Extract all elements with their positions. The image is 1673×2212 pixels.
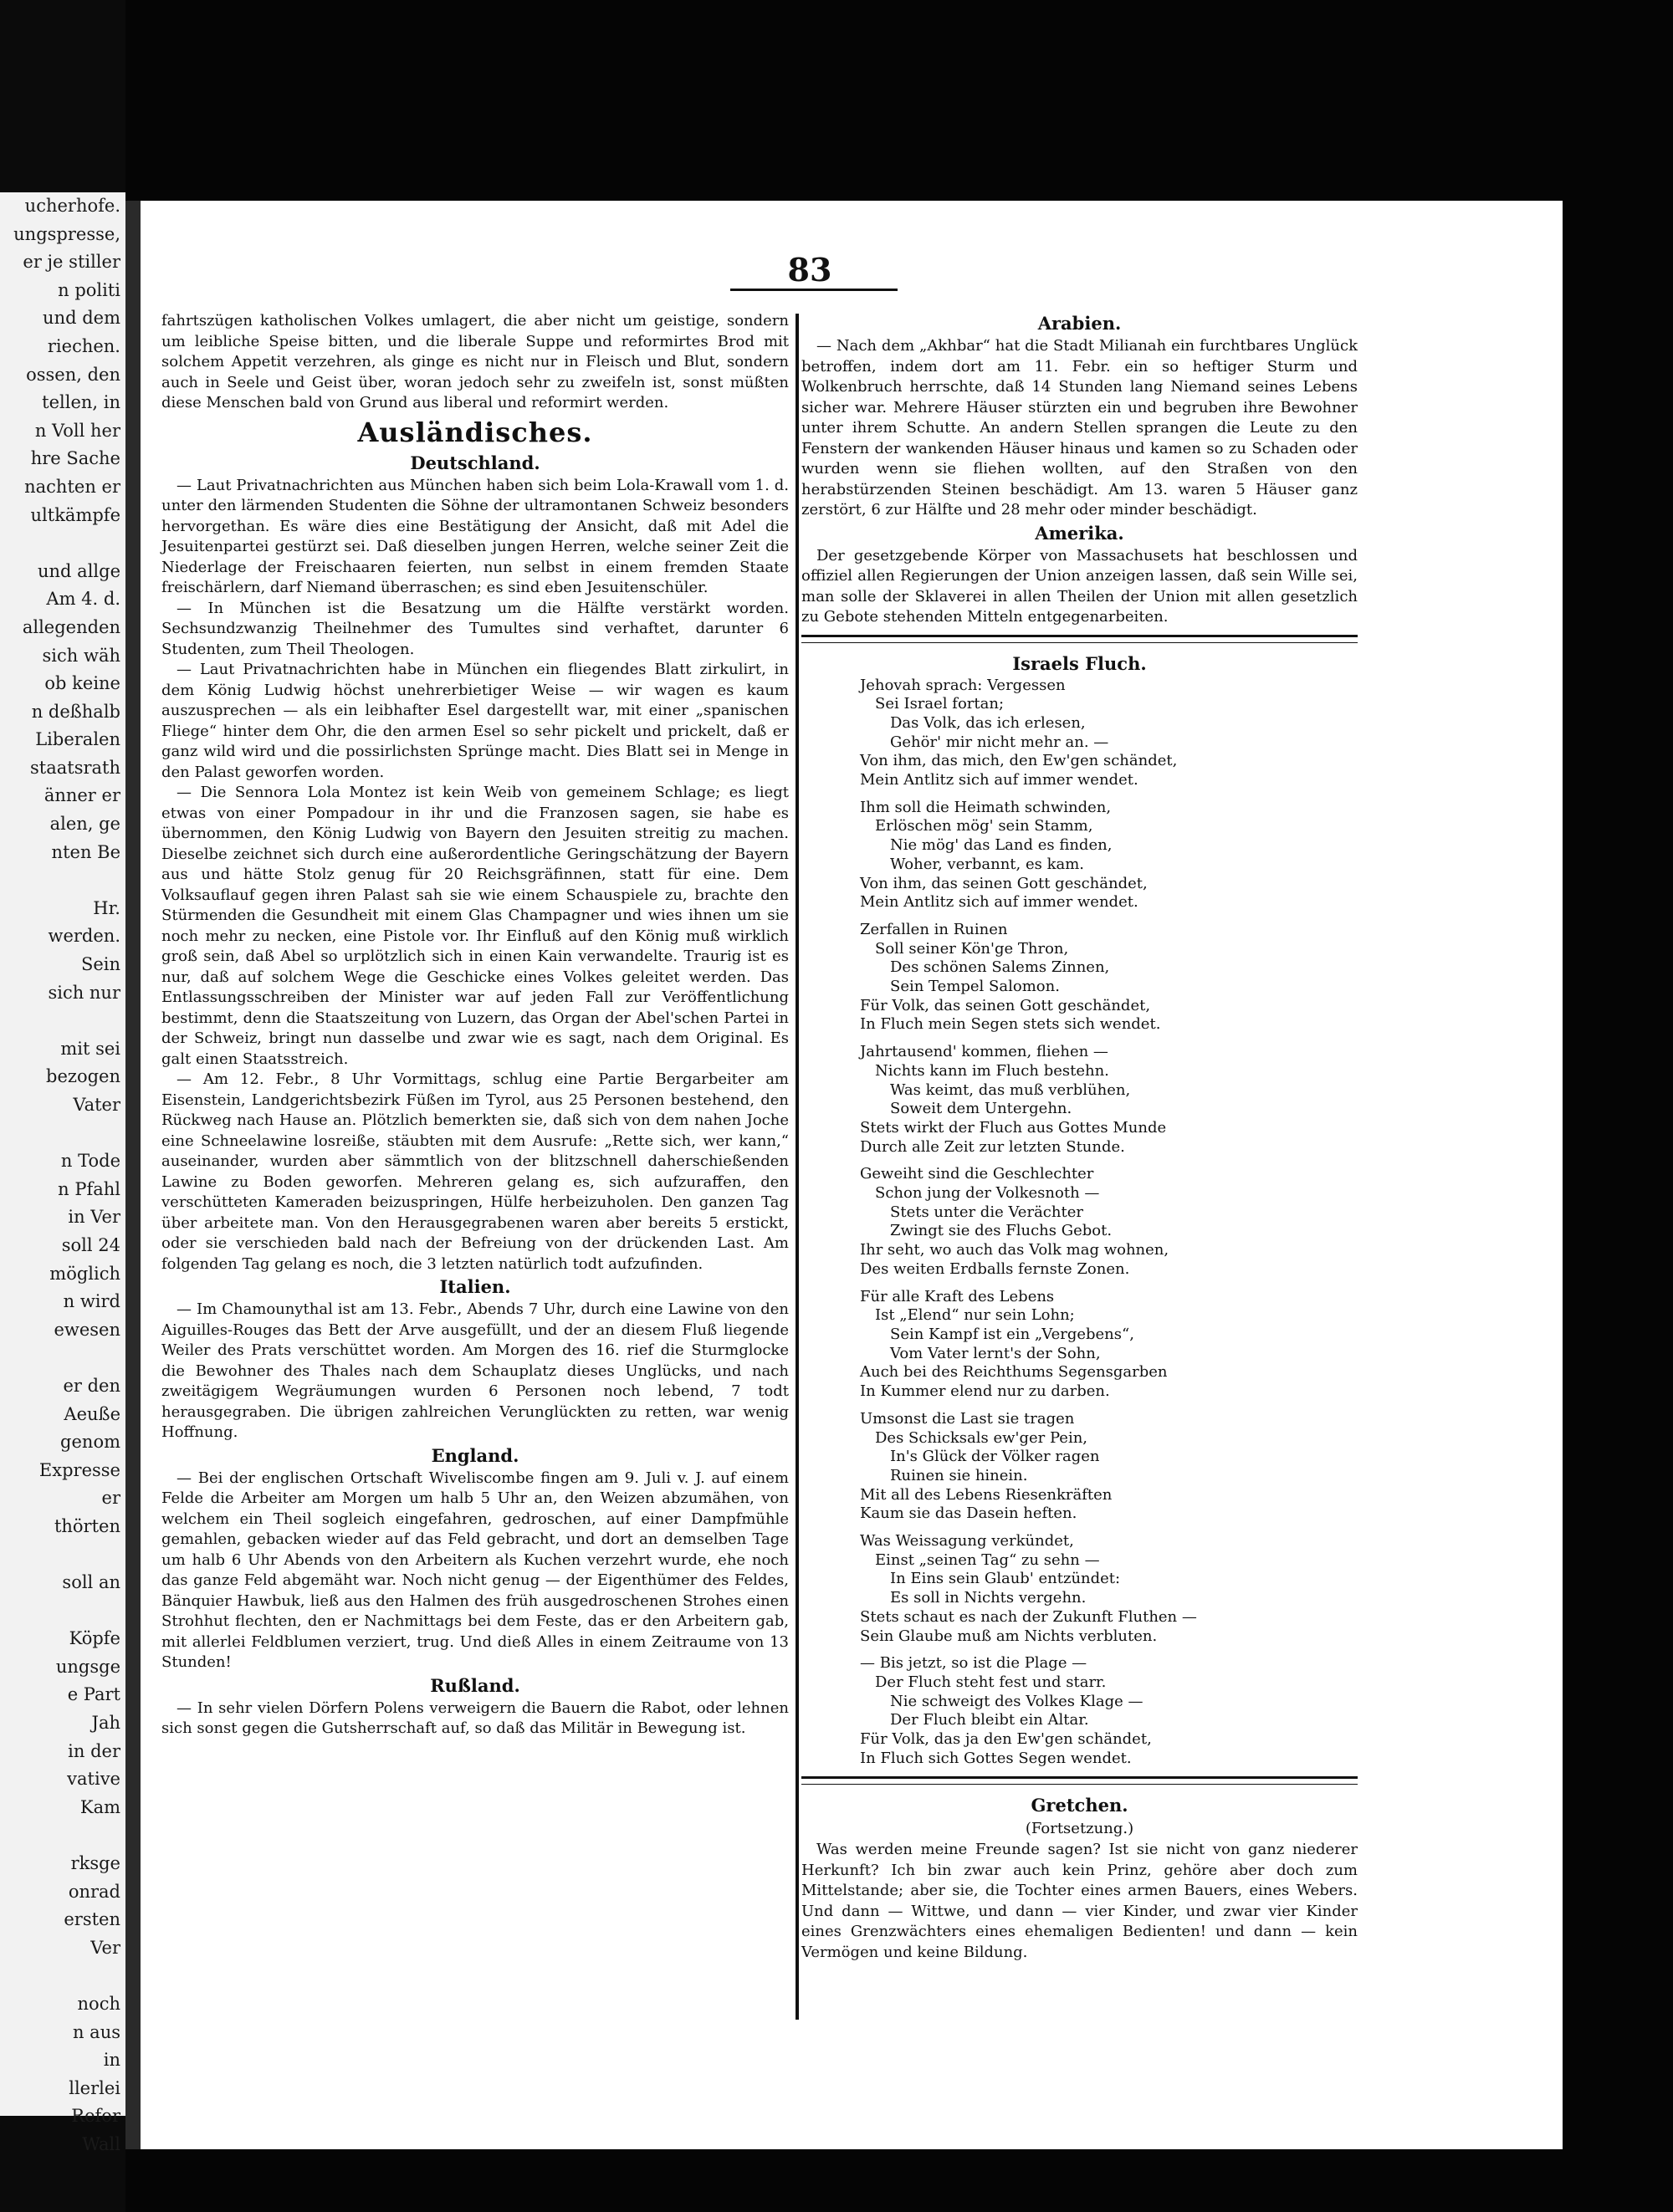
scan-background-right	[1548, 201, 1673, 2212]
fragment-line: in Ver	[68, 1207, 120, 1228]
article-paragraph: — Die Sennora Lola Montez ist kein Weib von gemeinem Schlage; es liegt etwas von einer Pompadour in ihr und die Franzosen sagen, sie habe es übernommen, den König Ludwig von Bayern den Jesuiten streitig zu machen. Dieselbe zeichnet sich durch eine außerordentliche Geringschätzung der Bayern aus und hätte Stolz genug für 20 Reichsgräfinnen, statt für eine. Dem Volksauflauf gegen ihren Palast sah sie wie einem Schauspiele zu, brachte den Stürmenden die Gesundheit mit einem Glas Champagner und wies ihnen um sie noch mehr zu necken, eine Pistole vor. Ihr Einfluß auf den König muß wirklich groß sein, daß Abel so urplötzlich sich in einen Kain verwandelte. Traurig ist es nur, daß auf solchem Wege die Geschicke eines Volkes geleitet werden. Das Entlassungsschreiben der Minister war auf jeden Fall zur Veröffentlichung bestimmt, denn die Staatszeitung von Luzern, das Organ der Abel'schen Partei in der Schweiz, bringt nun dasselbe und zwar wie es sagt, nach dem Original. Es galt einen Staatsstreich.	[161, 784, 789, 1068]
scan-background-top	[125, 0, 1673, 201]
double-rule-separator	[801, 635, 1358, 643]
article-paragraph: — Nach dem „Akhbar“ hat die Stadt Milianah ein furchtbares Unglück betroffen, indem dort am 11. Febr. ein so heftiger Sturm und Wolkenbruch herrschte, daß 14 Stunden lang Niemand seines Lebens sicher war. Mehrere Häuser stürzten ein und begruben ihre Bewohner unter ihrem Schutte. An andern Stellen sprangen die Leute zu den Fenstern der wankenden Häuser hinaus und kamen so zu Schaden oder wurden wenn sie fliehen wollten, auf den Straßen von den herabstürzenden Steinen beschädigt. Am 13. waren 5 Häuser ganz zerstört, 6 zur Hälfte und 28 mehr oder minder beschädigt.	[801, 337, 1358, 519]
poem-line: Erlöschen mög' sein Stamm,	[875, 817, 1093, 835]
poem-line: Jehovah sprach: Vergessen	[860, 676, 1066, 694]
poem-line: Schon jung der Volkesnoth —	[875, 1184, 1100, 1203]
fragment-line: Hr.	[93, 897, 120, 918]
fragment-line: ungspresse,	[13, 223, 120, 244]
fragment-line: und dem	[43, 308, 120, 329]
fragment-line: sich nur	[48, 982, 120, 1003]
fragment-line: onrad	[68, 1881, 120, 1902]
fragment-line: staatsrath	[30, 757, 120, 778]
fragment-line: hre Sache	[30, 448, 120, 469]
poem-line: In Fluch mein Segen stets sich wendet.	[860, 1015, 1161, 1034]
poem-line: Das Volk, das ich erlesen,	[890, 713, 1086, 732]
heading-england: England.	[431, 1444, 519, 1466]
fragment-line	[0, 1344, 125, 1372]
fragment-line: n Voll her	[34, 420, 120, 441]
fragment-line: Aeuße	[64, 1403, 120, 1424]
poem-stanza	[860, 1532, 1358, 1646]
poem-line: Jahrtausend' kommen, fliehen —	[860, 1043, 1108, 1061]
poem-line: Mit all des Lebens Riesenkräften	[860, 1485, 1113, 1504]
fragment-line: ersten	[64, 1909, 120, 1930]
poem-line: Zerfallen in Ruinen	[860, 920, 1008, 938]
poem-line: Zwingt sie des Fluchs Gebot.	[890, 1222, 1113, 1240]
story-title: Gretchen.	[1031, 1795, 1128, 1816]
adjacent-page-fragment	[0, 192, 125, 2154]
fragment-line: ewesen	[54, 1319, 120, 1340]
fragment-line: Liberalen	[35, 729, 120, 750]
fragment-line: Expresse	[38, 1459, 120, 1480]
scan-background-bottom	[125, 2149, 1548, 2212]
fragment-line: mit sei	[60, 1038, 120, 1059]
fragment-line: n politi	[58, 279, 120, 300]
poem-line: Nichts kann im Fluch bestehn.	[875, 1061, 1109, 1080]
fragment-line: thörten	[54, 1515, 120, 1536]
fragment-line: nten Be	[51, 841, 120, 862]
fragment-line: sich wäh	[42, 645, 120, 666]
poem-line: Sein Glaube muß am Nichts verbluten.	[860, 1627, 1158, 1645]
poem-line: Geweiht sind die Geschlechter	[860, 1165, 1094, 1183]
poem-line: Ruinen sie hinein.	[890, 1466, 1028, 1484]
fragment-line: soll 24	[61, 1234, 120, 1255]
poem-line: Ihr seht, wo auch das Volk mag wohnen,	[860, 1241, 1169, 1259]
article-paragraph: — Laut Privatnachrichten aus München haben sich beim Lola-Krawall vom 1. d. unter den lärmenden Studenten die Söhne der ultramontanen Schweiz besonders hervorgethan. Es wäre dies eine Bestätigung der Ansicht, daß mit Adel die Jesuitenpartei gestürzt sei. Daß dieselben jungen Herren, welche seiner Zeit die Niederlage der Freischaaren feierten, nun selbst in einem fremden Staate freischärlern, darf Niemand überraschen; es sind eben Jesuitenschüler.	[161, 476, 789, 596]
section-title: Ausländisches.	[357, 416, 593, 448]
heading-russland: Rußland.	[430, 1674, 520, 1696]
poem-line: Woher, verbannt, es kam.	[890, 855, 1085, 873]
poem-line: Für alle Kraft des Lebens	[860, 1287, 1055, 1305]
poem-line: Ist „Elend“ nur sein Lohn;	[875, 1306, 1075, 1325]
fragment-line: noch	[77, 1994, 120, 2014]
poem-line: Einst „seinen Tag“ zu sehn —	[875, 1550, 1100, 1569]
article-paragraph: — Am 12. Febr., 8 Uhr Vormittags, schlug eine Partie Bergarbeiter am Eisenstein, Landgerichtsbezirk Füßen im Tyrol, aus 25 Personen bestehend, den Rückweg nach Hause an. Plötzlich bemerkten sie, daß sich von dem nahen Joche eine Schneelawine losreiße, stäubten mit dem Ausrufe: „Rette sich, wer kann,“ auseinander, wurden aber sämmtlich von der blitzschnell daherschießenden Lawine zu Boden geworfen. Mehreren gelang es, sich aufzuraffen, den verschütteten Kameraden beizuspringen, Hülfe herbeizuholen. Den ganzen Tag über arbeitete man. Von den Herausgegrabenen waren aber bereits 5 erstickt, oder sie verschieden bald nach der Befreiung von der drückenden Last. Am folgenden Tag gelang es noch, die 3 letzten natürlich todt aufzufinden.	[161, 1070, 789, 1273]
poem-line: Es soll in Nichts vergehn.	[890, 1589, 1087, 1607]
fragment-line: genom	[60, 1432, 120, 1453]
fragment-line	[0, 1962, 125, 1990]
fragment-line: soll an	[62, 1572, 120, 1593]
fragment-line	[0, 866, 125, 895]
fragment-line: ultkämpfe	[30, 504, 120, 525]
heading-deutschland: Deutschland.	[410, 452, 540, 473]
poem-line: Soweit dem Untergehn.	[890, 1100, 1072, 1118]
poem-line: Stets schaut es nach der Zukunft Fluthen —	[860, 1607, 1197, 1626]
fragment-line: riechen.	[47, 335, 120, 356]
poem-stanza	[860, 677, 1358, 790]
fragment-line: n Pfahl	[58, 1178, 120, 1199]
article-paragraph: — In sehr vielen Dörfern Polens verweigern die Bauern die Rabot, oder lehnen sich sonst gegen die Gutsherrschaft auf, so daß das Militär in Bewegung ist.	[161, 1699, 789, 1737]
poem-stanza	[860, 921, 1358, 1034]
heading-italien: Italien.	[439, 1276, 511, 1297]
poem-line: Des weiten Erdballs fernste Zonen.	[860, 1259, 1130, 1278]
fragment-line: und allge	[38, 560, 120, 581]
double-rule-separator	[801, 1776, 1358, 1785]
fragment-line	[0, 1821, 125, 1850]
fragment-line: bezogen	[46, 1066, 120, 1087]
fragment-line: möglich	[49, 1263, 120, 1284]
newspaper-page	[125, 201, 1563, 2149]
fragment-line: Ver	[90, 1937, 120, 1958]
poem-line: Von ihm, das mich, den Ew'gen schändet,	[860, 752, 1178, 770]
fragment-line: in	[103, 2050, 120, 2071]
heading-arabien: Arabien.	[1037, 313, 1122, 334]
fragment-line: Jah	[91, 1713, 120, 1734]
fragment-line: ucherhofe.	[24, 196, 120, 216]
fragment-line: Sein	[80, 954, 120, 975]
article-paragraph: — In München ist die Besatzung um die Hälfte verstärkt worden. Sechsundzwanzig Theilnehmer des Tumultes sind verhaftet, darunter 6 Studenten, zum Theil Theologen.	[161, 599, 789, 658]
article-paragraph: — Laut Privatnachrichten habe in München ein fliegendes Blatt zirkulirt, in dem König Ludwig höchst unehrerbietiger Weise — wir wagen es kaum auszusprechen — als ein leibhafter Esel dargestellt war, mit einer „spanischen Fliege“ hinter dem Ohr, die den armen Esel so sehr pickelt und prickelt, daß er ganz wild wird und die possirlichsten Sprünge macht. Dies Blatt sei in Menge in den Palast geworfen worden.	[161, 661, 789, 781]
fragment-line: rksge	[70, 1853, 120, 1874]
poem-stanza	[860, 799, 1358, 912]
poem-line: — Bis jetzt, so ist die Plage —	[860, 1654, 1087, 1673]
fragment-line: ob keine	[44, 673, 120, 694]
fragment-line: n Tode	[60, 1151, 120, 1172]
adjacent-page-edge	[0, 0, 125, 2212]
fragment-line: in der	[68, 1740, 120, 1761]
poem-line: In's Glück der Völker ragen	[890, 1448, 1100, 1466]
fragment-line	[0, 1007, 125, 1035]
poem-line: Gehör' mir nicht mehr an. —	[890, 733, 1109, 751]
poem-line: Ihm soll die Heimath schwinden,	[860, 798, 1112, 816]
poem-stanza	[860, 1043, 1358, 1157]
poem-line: Sein Tempel Salomon.	[890, 978, 1060, 996]
poem-line: Des Schicksals ew'ger Pein,	[875, 1428, 1088, 1447]
fragment-line: alen, ge	[49, 814, 120, 835]
fragment-line: nachten er	[24, 476, 120, 497]
poem-line: Stets wirkt der Fluch aus Gottes Munde	[860, 1118, 1167, 1137]
poem-line: Was Weissagung verkündet,	[860, 1532, 1074, 1550]
poem-line: Der Fluch steht fest und starr.	[875, 1673, 1107, 1691]
fragment-line	[0, 1541, 125, 1570]
poem-stanza	[860, 1288, 1358, 1402]
fragment-line: ossen, den	[26, 364, 120, 385]
poem-line: In Eins sein Glaub' entzündet:	[890, 1570, 1121, 1588]
poem-stanza	[860, 1165, 1358, 1279]
poem-line: Nie mög' das Land es finden,	[890, 836, 1113, 855]
poem-line: Mein Antlitz sich auf immer wendet.	[860, 771, 1138, 789]
poem-line: Der Fluch bleibt ein Altar.	[890, 1711, 1089, 1729]
fragment-line: llerlei	[69, 2077, 120, 2098]
poem-line: Vom Vater lernt's der Sohn,	[890, 1344, 1101, 1362]
fragment-line: n deßhalb	[31, 701, 120, 722]
poem-line: In Kummer elend nur zu darben.	[860, 1382, 1110, 1401]
poem-line: Für Volk, das seinen Gott geschändet,	[860, 996, 1151, 1014]
poem-line: Für Volk, das ja den Ew'gen schändet,	[860, 1730, 1152, 1749]
poem-line: Soll seiner Kön'ge Thron,	[875, 939, 1069, 958]
fragment-line: er	[101, 1488, 120, 1509]
poem-line: Sein Kampf ist ein „Vergebens“,	[890, 1326, 1134, 1343]
fragment-line	[0, 529, 125, 558]
story-paragraph: Was werden meine Freunde sagen? Ist sie nicht von ganz niederer Herkunft? Ich bin zwar auch kein Prinz, gehöre aber doch zum Mittelstande; aber sie, die Tochter eines armen Bauers, eines Webers. Und dann — Wittwe, und dann — vier Kinder, und zwar vier Kinder eines Grenzwächters eines ehemaligen Bedienten! und dann — kein Vermögen und keine Bildung.	[801, 1841, 1358, 1961]
poem-title: Israels Fluch.	[1012, 652, 1147, 674]
fragment-line: Köpfe	[69, 1628, 120, 1649]
fragment-line: n aus	[72, 2021, 120, 2042]
fragment-line	[0, 1597, 125, 1626]
poem-line: Des schönen Salems Zinnen,	[890, 958, 1110, 977]
intro-paragraph: fahrtszügen katholischen Volkes umlagert, die aber nicht um geistige, sondern um leibliche Speise bitten, und die liberale Suppe und reformirtes Brod mit solchem Appetit verzehren, als ginge es nicht nur in Fleisch und Blut, sondern auch in Seele und Geist über, woran jedoch sehr zu zweifeln ist, sonst müßten diese Menschen bald von Grund aus liberal und reformirt werden.	[161, 312, 789, 411]
poem-stanza	[860, 1654, 1358, 1768]
page-number: 83	[787, 251, 832, 289]
left-column	[161, 311, 789, 2101]
fragment-line: allegenden	[22, 616, 120, 637]
poem-stanza	[860, 1410, 1358, 1524]
poem-line: Durch alle Zeit zur letzten Stunde.	[860, 1137, 1125, 1156]
article-paragraph: Der gesetzgebende Körper von Massachusets hat beschlossen und offiziel allen Regierungen der Union anzeigen lassen, daß sein Wille sei, man solle der Sklaverei in allen Theilen der Union mit allen gesetzlich zu Gebote stehenden Mitteln entgegenarbeiten.	[801, 546, 1358, 626]
story-subtitle: (Fortsetzung.)	[1025, 1820, 1134, 1838]
fragment-line: Vater	[73, 1095, 120, 1115]
fragment-line: Wall	[82, 2133, 120, 2154]
fragment-line: Kam	[79, 1796, 120, 1817]
poem-line: Kaum sie das Dasein heften.	[860, 1504, 1077, 1523]
poem-line: Auch bei des Reichthums Segensgarben	[860, 1363, 1168, 1382]
fragment-line: vative	[67, 1769, 120, 1790]
poem-line: Nie schweigt des Volkes Klage —	[890, 1692, 1143, 1710]
fragment-line: tellen, in	[42, 392, 120, 413]
poem-line: Stets unter die Verächter	[890, 1203, 1083, 1221]
right-column	[801, 311, 1358, 2101]
fragment-line: er den	[63, 1375, 120, 1396]
poem-body	[801, 677, 1358, 1769]
heading-amerika: Amerika.	[1035, 522, 1124, 544]
poem-line: Von ihm, das seinen Gott geschändet,	[860, 874, 1148, 892]
column-rule	[796, 314, 799, 2020]
fragment-line	[0, 1120, 125, 1148]
fragment-line: e Part	[67, 1684, 120, 1705]
poem-line: Umsonst die Last sie tragen	[860, 1409, 1075, 1428]
fragment-line: änner er	[43, 785, 120, 806]
poem-line: In Fluch sich Gottes Segen wendet.	[860, 1749, 1132, 1767]
page-number-rule	[730, 289, 898, 291]
fragment-line: Refor	[71, 2106, 120, 2127]
fragment-line: ungsge	[55, 1656, 120, 1677]
article-paragraph: — Bei der englischen Ortschaft Wiveliscombe fingen am 9. Juli v. J. auf einem Felde die Arbeiter am Morgen um halb 5 Uhr an, den Weizen abzumähen, von welchem ein Theil sogleich eingefahren, gedroschen, auf einer Dampfmühle gemahlen, gebacken wieder auf das Feld gebracht, und dort an demselben Tage um halb 6 Uhr Abends von den Arbeitern als Kuchen verzehrt wurde, ehe noch das ganze Feld abgemäht war. Noch nicht genug — der Eigenthümer des Feldes, Bänquier Hawbuk, ließ aus den Halmen des früh ausgedroschenen Strohes einen Strohhut flechten, den er Nachmittags bei dem Feste, das er den Arbeitern gab, mit allerlei Feldblumen verziert, trug. Und dieß Alles in einem Zeitraume von 13 Stunden!	[161, 1469, 789, 1671]
fragment-line: Am 4. d.	[46, 589, 120, 610]
poem-line: Mein Antlitz sich auf immer wendet.	[860, 893, 1138, 912]
article-paragraph: — Im Chamounythal ist am 13. Febr., Abends 7 Uhr, durch eine Lawine von den Aiguilles-Rouges das Bett der Arve ausgefüllt, und der an diesem Fluß liegende Weiler des Prats verschüttet worden. Am Morgen des 16. rief die Sturmglocke die Bewohner des Thales nach dem Schauplatz dieses Unglücks, und nach zweitägigem Wegräumungen wurden 6 Personen noch lebend, 7 todt herausgegraben. Die übrigen zahlreichen Verunglückten zu retten, war wenig Hoffnung.	[161, 1300, 789, 1441]
fragment-line: er je stiller	[23, 252, 120, 273]
fragment-line: werden.	[48, 926, 120, 947]
poem-line: Sei Israel fortan;	[875, 695, 1005, 713]
poem-line: Was keimt, das muß verblühen,	[890, 1080, 1131, 1099]
fragment-line: n wird	[63, 1291, 120, 1312]
